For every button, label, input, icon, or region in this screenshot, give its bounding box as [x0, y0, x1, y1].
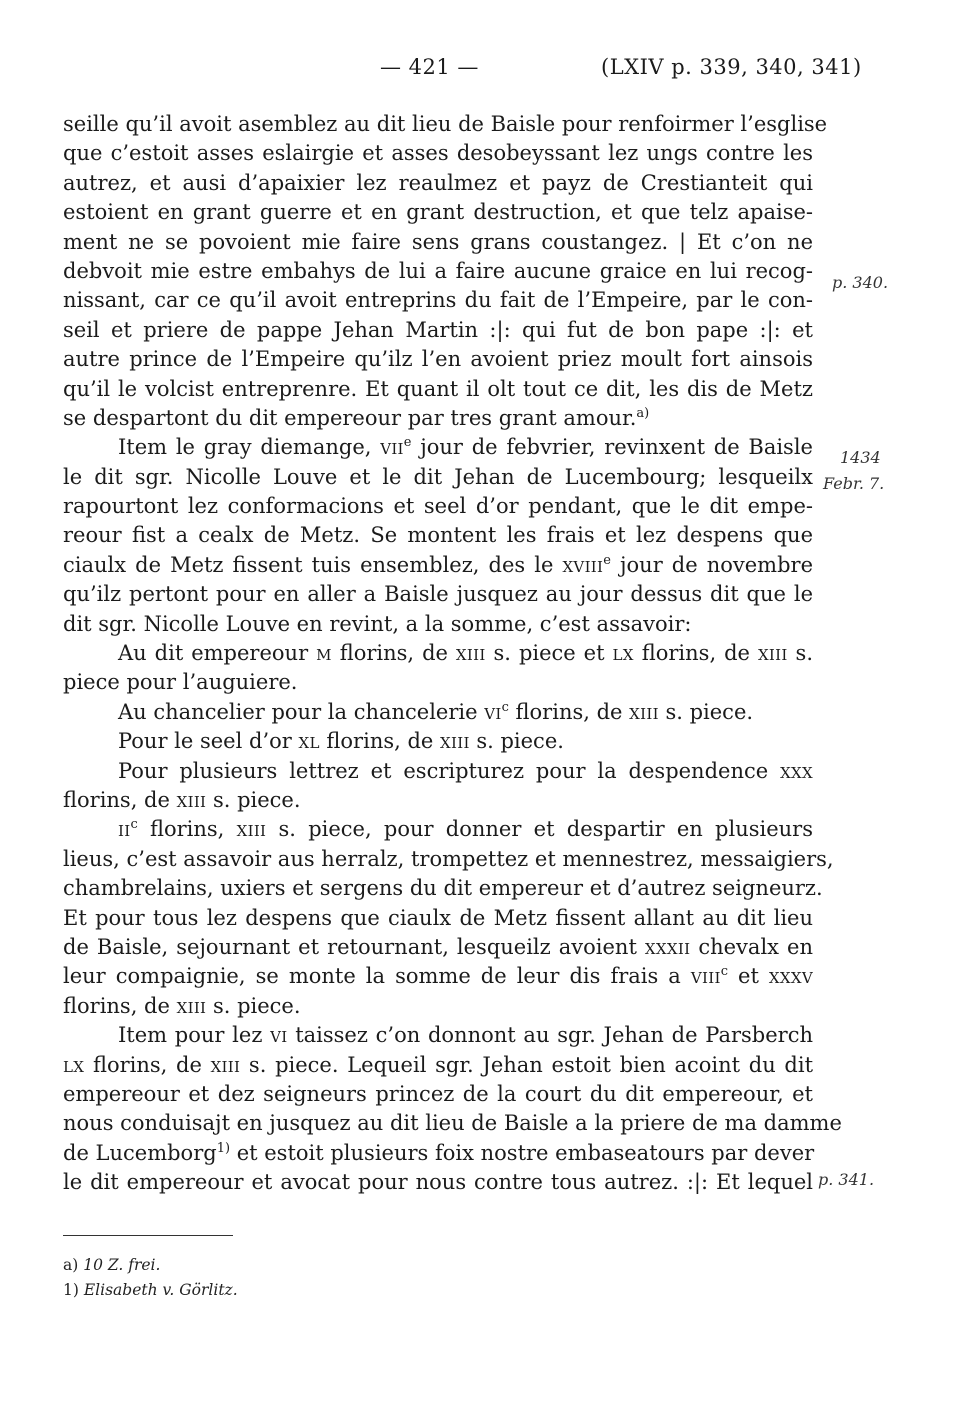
- text-run: s. piece.: [206, 787, 301, 812]
- text-run: Et pour tous lez despens que ciaulx de Metz fissent allant au dit lieu: [63, 905, 813, 930]
- running-header: [0, 55, 960, 89]
- small-caps-numeral: XL: [298, 734, 320, 753]
- text-run: empereour et dez seigneurs princez de la court du dit empereour, et: [63, 1081, 813, 1106]
- text-run: chambrelains, uxiers et sergens du dit empereur et d’autrez seigneurz.: [63, 876, 823, 901]
- text-line: [63, 345, 813, 374]
- footnote-1-text: Elisabeth v. Görlitz.: [83, 1281, 238, 1299]
- text-run: Pour plusieurs lettrez et escripturez pour la despendence: [118, 758, 781, 783]
- superscript: a): [636, 405, 650, 421]
- small-caps-numeral: XXXII: [644, 939, 691, 958]
- text-run: reour fist a cealx de Metz. Se montent les frais et lez despens que: [63, 523, 813, 548]
- text-line: [63, 375, 813, 404]
- text-run: s. piece.: [469, 729, 564, 754]
- small-caps-numeral: XIII: [176, 792, 207, 811]
- marginal-year: 1434: [840, 448, 881, 467]
- text-run: Au chancelier pour la chancelerie: [118, 699, 485, 724]
- text-line: [63, 668, 813, 697]
- text-run: qu’ilz pertont pour en aller a Baisle jusquez au jour dessus dit que le: [63, 582, 813, 607]
- text-run: lieus, c’est assavoir aus herralz, trompettez et mennestrez, messaigiers,: [63, 846, 834, 871]
- text-line: [63, 198, 813, 227]
- text-run: de Baisle, sejournant et retournant, lesqueilz avoient: [63, 934, 645, 959]
- text-line: [63, 639, 813, 668]
- text-run: nissant, car ce qu’il avoit entreprins du fait de l’Empeire, par le con-: [63, 288, 813, 313]
- text-line: [63, 610, 813, 639]
- text-run: le dit sgr. Nicolle Louve et le dit Jehan de Lucembourg; lesqueilx: [63, 464, 813, 489]
- body-text: [63, 110, 842, 1197]
- small-caps-numeral: VII: [380, 440, 404, 459]
- small-caps-numeral: XIII: [629, 704, 659, 723]
- small-caps-numeral: VI: [270, 1028, 288, 1047]
- small-caps-numeral: XVIII: [562, 557, 604, 576]
- text-run: et estoit plusieurs foix nostre embaseatours par dever: [230, 1140, 815, 1165]
- footnote-1-mark: 1): [63, 1281, 79, 1299]
- text-line: [63, 110, 828, 139]
- text-run: dit sgr. Nicolle Louve en revint, a la somme, c’est assavoir:: [63, 611, 692, 636]
- text-line: [63, 1139, 813, 1168]
- text-line: [63, 962, 813, 991]
- text-run: ment ne se povoient mie faire sens grans coustangez. | Et c’on ne: [63, 229, 813, 254]
- text-run: piece pour l’auguiere.: [63, 670, 298, 695]
- text-run: florins, de: [63, 993, 177, 1018]
- small-caps-numeral: XIII: [176, 998, 207, 1017]
- text-run: s. piece.: [658, 699, 754, 724]
- marginal-page-ref-340: p. 340.: [832, 273, 889, 292]
- text-run: seil et priere de pappe Jehan Martin :|: qui fut de bon pape :|: et: [63, 317, 813, 342]
- text-line: [63, 404, 813, 433]
- text-run: de Lucemborg: [63, 1140, 217, 1165]
- text-line: [63, 551, 813, 580]
- text-line: [63, 698, 813, 727]
- small-caps-numeral: XXXV: [768, 969, 813, 988]
- small-caps-numeral: XIII: [210, 1057, 241, 1076]
- superscript: e: [603, 552, 611, 568]
- text-line: [63, 786, 813, 815]
- text-line: [63, 1168, 813, 1197]
- text-run: florins, de: [633, 641, 758, 666]
- superscript: c: [130, 817, 138, 833]
- text-run: rapourtont lez conformacions et seel d’or pendant, que le dit empe-: [63, 494, 813, 519]
- text-line: [63, 228, 813, 257]
- marginal-date: Febr. 7.: [823, 474, 885, 493]
- small-caps-numeral: LX: [612, 646, 634, 665]
- small-caps-numeral: XIII: [440, 734, 470, 753]
- text-run: debvoit mie estre embahys de lui a faire aucune graice en lui recog-: [63, 258, 813, 283]
- small-caps-numeral: II: [118, 822, 131, 841]
- text-line: [63, 580, 813, 609]
- text-run: s. piece. Lequeil sgr. Jehan estoit bien acoint du dit: [240, 1052, 814, 1077]
- text-line: [63, 757, 813, 786]
- footnote-a-mark: a): [63, 1256, 79, 1274]
- text-run: florins, de: [319, 729, 441, 754]
- text-line: [63, 433, 813, 462]
- text-line: [63, 492, 813, 521]
- small-caps-numeral: VIII: [690, 969, 721, 988]
- text-run: nous conduisajt en jusquez au dit lieu de Baisle a la priere de ma damme: [63, 1111, 842, 1136]
- text-run: que c’estoit asses eslairgie et asses desobeyssant lez ungs contre les: [63, 141, 813, 166]
- text-line: [63, 463, 813, 492]
- text-run: Item pour lez: [118, 1023, 271, 1048]
- small-caps-numeral: XIII: [236, 822, 267, 841]
- small-caps-numeral: XIII: [455, 646, 486, 665]
- text-line: [63, 904, 813, 933]
- text-line: [63, 815, 813, 844]
- marginal-page-ref-341: p. 341.: [818, 1170, 875, 1189]
- text-run: estoient en grant guerre et en grant destruction, et que telz apaise-: [63, 200, 813, 225]
- text-run: Pour le seel d’or: [118, 729, 299, 754]
- text-run: s. piece, pour donner et despartir en plusieurs: [266, 817, 813, 842]
- text-run: ciaulx de Metz fissent tuis ensemblez, des le: [63, 552, 563, 577]
- page-number: — 421 —: [380, 55, 479, 79]
- text-line: [63, 845, 834, 874]
- text-line: [63, 933, 813, 962]
- text-run: taissez c’on donnont au sgr. Jehan de Parsberch: [287, 1023, 813, 1048]
- text-run: florins, de: [63, 787, 177, 812]
- text-line: [63, 1051, 813, 1080]
- text-run: florins,: [137, 817, 237, 842]
- small-caps-numeral: M: [316, 646, 332, 665]
- superscript: c: [501, 699, 509, 715]
- small-caps-numeral: VI: [484, 704, 502, 723]
- footnote-a-text: 10 Z. frei.: [83, 1256, 161, 1274]
- text-line: [63, 1109, 842, 1138]
- footnote-1: [63, 1281, 238, 1299]
- superscript: e: [403, 435, 412, 451]
- text-run: se despartont du dit empereour par tres grant amour.: [63, 405, 637, 430]
- text-run: qu’il le volcist entreprenre. Et quant il olt tout ce dit, les dis de Metz: [63, 376, 813, 401]
- text-line: [63, 521, 813, 550]
- small-caps-numeral: LX: [63, 1057, 85, 1076]
- text-line: [63, 286, 813, 315]
- text-line: [63, 1021, 813, 1050]
- text-run: florins, de: [331, 641, 456, 666]
- text-run: leur compaignie, se monte la somme de leur dis frais a: [63, 964, 691, 989]
- text-run: le dit empereour et avocat pour nous contre tous autrez. :|: Et lequel: [63, 1170, 813, 1195]
- text-line: [63, 1080, 813, 1109]
- text-run: autre prince de l’Empeire qu’ilz l’en avoient priez moult fort ainsois: [63, 347, 813, 372]
- text-run: chevalx en: [690, 934, 813, 959]
- text-run: s. piece et: [485, 641, 613, 666]
- superscript: c: [720, 964, 728, 980]
- text-run: florins, de: [508, 699, 630, 724]
- text-run: jour de febvrier, revinxent de Baisle: [411, 435, 813, 460]
- text-run: florins, de: [84, 1052, 211, 1077]
- text-run: s. piece.: [206, 993, 301, 1018]
- text-line: [63, 874, 823, 903]
- text-line: [63, 169, 813, 198]
- text-run: Au dit empereour: [118, 641, 317, 666]
- text-run: jour de novembre: [610, 552, 813, 577]
- footnote-rule: [63, 1235, 233, 1236]
- text-run: autrez, et ausi d’apaixier lez reaulmez et payz de Crestianteit qui: [63, 170, 813, 195]
- text-line: [63, 727, 813, 756]
- text-run: s.: [787, 641, 814, 666]
- text-line: [63, 992, 813, 1021]
- footnote-a: [63, 1256, 160, 1274]
- text-line: [63, 139, 813, 168]
- small-caps-numeral: XIII: [757, 646, 788, 665]
- text-run: et: [727, 964, 769, 989]
- superscript: 1): [216, 1140, 231, 1156]
- text-run: Item le gray diemange,: [118, 435, 381, 460]
- text-line: [63, 257, 813, 286]
- small-caps-numeral: XXX: [780, 763, 813, 782]
- text-run: seille qu’il avoit asemblez au dit lieu de Baisle pour renfoirmer l’esglise: [63, 112, 828, 136]
- source-reference: (LXIV p. 339, 340, 341): [601, 55, 862, 79]
- text-line: [63, 316, 813, 345]
